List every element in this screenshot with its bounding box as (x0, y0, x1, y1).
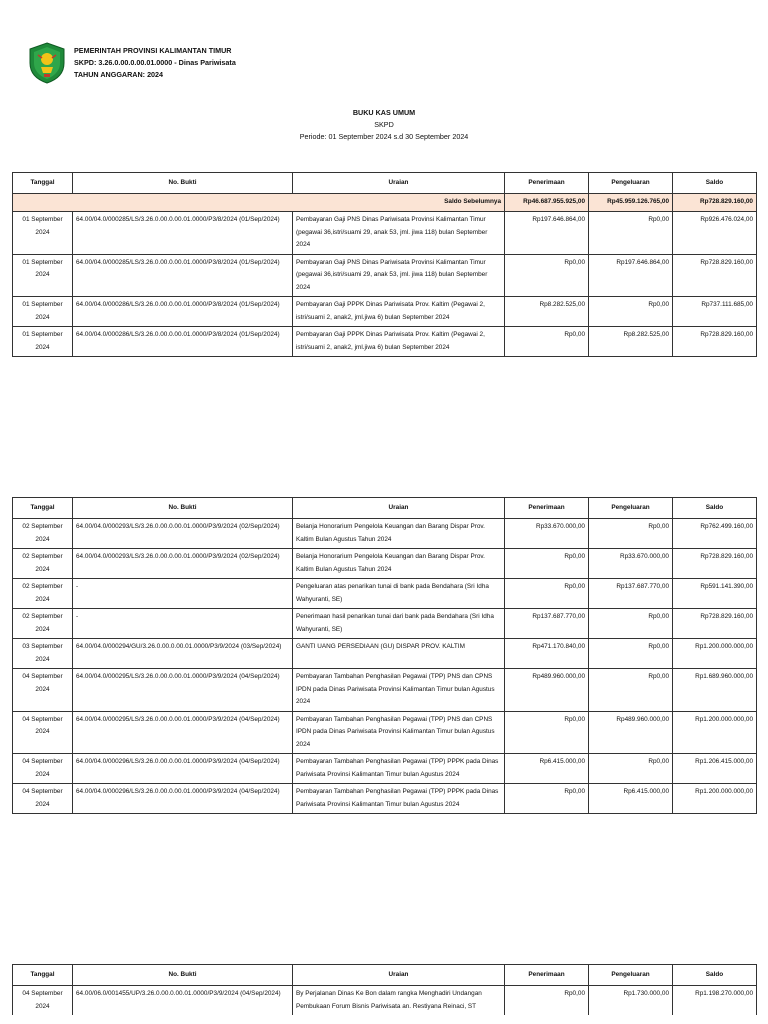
cell-penerimaan: Rp6.415.000,00 (505, 754, 589, 784)
col-uraian: Uraian (293, 498, 505, 519)
cell-no-bukti: 64.00/04.0/000286/LS/3.26.0.00.0.00.01.0000/P3/8/2024 (01/Sep/2024) (73, 297, 293, 327)
cell-tanggal: 04 September 2024 (13, 669, 73, 712)
cell-pengeluaran: Rp0,00 (589, 297, 673, 327)
table-row (13, 297, 757, 327)
col-penerimaan: Penerimaan (505, 498, 589, 519)
cell-pengeluaran: Rp33.670.000,00 (589, 549, 673, 579)
cell-saldo: Rp1.200.000.000,00 (673, 639, 757, 669)
table-row (13, 669, 757, 712)
table-row (13, 609, 757, 639)
col-pengeluaran: Pengeluaran (589, 498, 673, 519)
cell-pengeluaran: Rp8.282.525,00 (589, 327, 673, 357)
cell-tanggal: 02 September 2024 (13, 549, 73, 579)
cell-no-bukti: 64.00/04.0/000294/GU/3.26.0.00.0.00.01.0000/P3/9/2024 (03/Sep/2024) (73, 639, 293, 669)
ledger-table-3 (12, 964, 757, 1015)
report-title (0, 107, 768, 143)
saldo-sebelumnya-pengeluaran: Rp45.959.126.765,00 (589, 194, 673, 212)
cell-penerimaan: Rp0,00 (505, 327, 589, 357)
cell-pengeluaran: Rp489.960.000,00 (589, 711, 673, 754)
cell-uraian: Belanja Honorarium Pengelola Keuangan dan Barang Dispar Prov. Kaltim Bulan Agustus Tahun 2024 (293, 519, 505, 549)
cell-penerimaan: Rp471.170.840,00 (505, 639, 589, 669)
table-header-row (13, 498, 757, 519)
cell-pengeluaran: Rp1.730.000,00 (589, 986, 673, 1016)
cell-penerimaan: Rp197.646.864,00 (505, 212, 589, 255)
cell-pengeluaran: Rp137.687.770,00 (589, 579, 673, 609)
saldo-sebelumnya-saldo: Rp728.829.160,00 (673, 194, 757, 212)
ledger-table-1 (12, 172, 757, 357)
col-no-bukti: No. Bukti (73, 498, 293, 519)
cell-saldo: Rp591.141.390,00 (673, 579, 757, 609)
cell-tanggal: 01 September 2024 (13, 297, 73, 327)
cell-tanggal: 04 September 2024 (13, 986, 73, 1016)
cell-saldo: Rp728.829.160,00 (673, 254, 757, 297)
col-pengeluaran: Pengeluaran (589, 965, 673, 986)
table-row (13, 254, 757, 297)
cell-uraian: Pembayaran Gaji PPPK Dinas Pariwisata Prov. Kaltim (Pegawai 2, istri/suami 2, anak2, jml.jiwa 6) bulan September 2024 (293, 297, 505, 327)
cell-tanggal: 01 September 2024 (13, 212, 73, 255)
table-row (13, 549, 757, 579)
cell-penerimaan: Rp0,00 (505, 986, 589, 1016)
cell-tanggal: 01 September 2024 (13, 327, 73, 357)
col-penerimaan: Penerimaan (505, 173, 589, 194)
cell-saldo: Rp1.198.270.000,00 (673, 986, 757, 1016)
cell-uraian: Pembayaran Tambahan Penghasilan Pegawai (TPP) PPPK pada Dinas Pariwisata Provinsi Kalimantan Timur bulan Agustus 2024 (293, 754, 505, 784)
cell-saldo: Rp728.829.160,00 (673, 327, 757, 357)
cell-uraian: Pembayaran Gaji PPPK Dinas Pariwisata Prov. Kaltim (Pegawai 2, istri/suami 2, anak2, jml.jiwa 6) bulan September 2024 (293, 327, 505, 357)
title-sub: SKPD (374, 120, 394, 129)
cell-uraian: Belanja Honorarium Pengelola Keuangan dan Barang Dispar Prov. Kaltim Bulan Agustus Tahun 2024 (293, 549, 505, 579)
col-tanggal: Tanggal (13, 498, 73, 519)
cell-no-bukti: 64.00/04.0/000285/LS/3.26.0.00.0.00.01.0000/P3/8/2024 (01/Sep/2024) (73, 212, 293, 255)
cell-no-bukti: 64.00/04.0/000296/LS/3.26.0.00.0.00.01.0000/P3/9/2024 (04/Sep/2024) (73, 754, 293, 784)
cell-pengeluaran: Rp0,00 (589, 639, 673, 669)
cell-saldo: Rp728.829.160,00 (673, 609, 757, 639)
cell-tanggal: 02 September 2024 (13, 519, 73, 549)
table-row (13, 212, 757, 255)
col-uraian: Uraian (293, 173, 505, 194)
cell-saldo: Rp1.206.415.000,00 (673, 754, 757, 784)
table-row (13, 754, 757, 784)
col-penerimaan: Penerimaan (505, 965, 589, 986)
cell-uraian: Pembayaran Gaji PNS Dinas Pariwisata Provinsi Kalimantan Timur (pegawai 36,istri/suami 29, anak 53, jml. jiwa 118) bulan September 2024 (293, 212, 505, 255)
col-no-bukti: No. Bukti (73, 173, 293, 194)
cell-pengeluaran: Rp197.646.864,00 (589, 254, 673, 297)
saldo-sebelumnya-row (13, 194, 757, 212)
title-period: Periode: 01 September 2024 s.d 30 September 2024 (299, 132, 469, 141)
saldo-sebelumnya-penerimaan: Rp46.687.955.925,00 (505, 194, 589, 212)
header-fiscal-year: TAHUN ANGGARAN: 2024 (74, 70, 164, 79)
header-skpd: SKPD: 3.26.0.00.0.00.01.0000 - Dinas Pariwisata (74, 58, 236, 67)
col-tanggal: Tanggal (13, 173, 73, 194)
cell-no-bukti: - (73, 579, 293, 609)
cell-uraian: Pembayaran Tambahan Penghasilan Pegawai (TPP) PNS dan CPNS IPDN pada Dinas Pariwisata Provinsi Kalimantan Timur bulan Agustus 2024 (293, 711, 505, 754)
cell-penerimaan: Rp33.670.000,00 (505, 519, 589, 549)
cell-tanggal: 04 September 2024 (13, 754, 73, 784)
table-row (13, 519, 757, 549)
cell-uraian: Pengeluaran atas penarikan tunai di bank pada Bendahara (Sri Idha Wahyuranti, SE) (293, 579, 505, 609)
cell-no-bukti: 64.00/04.0/000293/LS/3.26.0.00.0.00.01.0000/P3/9/2024 (02/Sep/2024) (73, 549, 293, 579)
cell-saldo: Rp1.200.000.000,00 (673, 711, 757, 754)
cell-tanggal: 02 September 2024 (13, 579, 73, 609)
cell-uraian: Pembayaran Tambahan Penghasilan Pegawai (TPP) PPPK pada Dinas Pariwisata Provinsi Kalimantan Timur bulan Agustus 2024 (293, 784, 505, 814)
cell-no-bukti: 64.00/04.0/000295/LS/3.26.0.00.0.00.01.0000/P3/9/2024 (04/Sep/2024) (73, 669, 293, 712)
saldo-sebelumnya-label: Saldo Sebelumnya (13, 194, 505, 212)
col-saldo: Saldo (673, 498, 757, 519)
cell-saldo: Rp926.476.024,00 (673, 212, 757, 255)
cell-uraian: Pembayaran Tambahan Penghasilan Pegawai (TPP) PNS dan CPNS IPDN pada Dinas Pariwisata Provinsi Kalimantan Timur bulan Agustus 2024 (293, 669, 505, 712)
cell-penerimaan: Rp0,00 (505, 784, 589, 814)
kaltim-emblem-logo (28, 42, 66, 84)
cell-penerimaan: Rp0,00 (505, 549, 589, 579)
col-saldo: Saldo (673, 173, 757, 194)
cell-no-bukti: 64.00/04.0/000295/LS/3.26.0.00.0.00.01.0000/P3/9/2024 (04/Sep/2024) (73, 711, 293, 754)
cell-uraian: Pembayaran Gaji PNS Dinas Pariwisata Provinsi Kalimantan Timur (pegawai 36,istri/suami 29, anak 53, jml. jiwa 118) bulan September 2024 (293, 254, 505, 297)
cell-pengeluaran: Rp0,00 (589, 609, 673, 639)
cell-pengeluaran: Rp0,00 (589, 212, 673, 255)
table-row (13, 579, 757, 609)
table-row (13, 986, 757, 1016)
cell-tanggal: 03 September 2024 (13, 639, 73, 669)
cell-tanggal: 04 September 2024 (13, 784, 73, 814)
cell-uraian: By Perjalanan Dinas Ke Bon dalam rangka Menghadiri Undangan Pembukaan Forum Bisnis Pariwisata an. Restiyana Reinaci, ST (293, 986, 505, 1016)
table-header-row (13, 965, 757, 986)
cell-saldo: Rp1.200.000.000,00 (673, 784, 757, 814)
cell-penerimaan: Rp0,00 (505, 579, 589, 609)
cell-penerimaan: Rp489.960.000,00 (505, 669, 589, 712)
col-no-bukti: No. Bukti (73, 965, 293, 986)
cell-penerimaan: Rp137.687.770,00 (505, 609, 589, 639)
cell-pengeluaran: Rp0,00 (589, 754, 673, 784)
cell-no-bukti: 64.00/04.0/000296/LS/3.26.0.00.0.00.01.0000/P3/9/2024 (04/Sep/2024) (73, 784, 293, 814)
cell-uraian: Penerimaan hasil penarikan tunai dari bank pada Bendahara (Sri Idha Wahyuranti, SE) (293, 609, 505, 639)
ledger-table-2 (12, 497, 757, 814)
cell-uraian: GANTI UANG PERSEDIAAN (GU) DISPAR PROV. KALTIM (293, 639, 505, 669)
cell-penerimaan: Rp0,00 (505, 711, 589, 754)
title-main: BUKU KAS UMUM (352, 108, 416, 117)
col-saldo: Saldo (673, 965, 757, 986)
cell-pengeluaran: Rp0,00 (589, 519, 673, 549)
table-row (13, 711, 757, 754)
col-pengeluaran: Pengeluaran (589, 173, 673, 194)
cell-pengeluaran: Rp6.415.000,00 (589, 784, 673, 814)
col-uraian: Uraian (293, 965, 505, 986)
cell-no-bukti: 64.00/04.0/000286/LS/3.26.0.00.0.00.01.0000/P3/8/2024 (01/Sep/2024) (73, 327, 293, 357)
cell-saldo: Rp1.689.960.000,00 (673, 669, 757, 712)
cell-tanggal: 01 September 2024 (13, 254, 73, 297)
table-row (13, 327, 757, 357)
cell-no-bukti: 64.00/04.0/000293/LS/3.26.0.00.0.00.01.0000/P3/9/2024 (02/Sep/2024) (73, 519, 293, 549)
cell-tanggal: 02 September 2024 (13, 609, 73, 639)
cell-saldo: Rp728.829.160,00 (673, 549, 757, 579)
cell-no-bukti: 64.00/04.0/000285/LS/3.26.0.00.0.00.01.0000/P3/8/2024 (01/Sep/2024) (73, 254, 293, 297)
cell-no-bukti: 64.00/06.0/001455/UP/3.26.0.00.0.00.01.0000/P3/9/2024 (04/Sep/2024) (73, 986, 293, 1016)
cell-no-bukti: - (73, 609, 293, 639)
table-header-row (13, 173, 757, 194)
cell-saldo: Rp737.111.685,00 (673, 297, 757, 327)
table-row (13, 639, 757, 669)
cell-pengeluaran: Rp0,00 (589, 669, 673, 712)
header-government: PEMERINTAH PROVINSI KALIMANTAN TIMUR (74, 46, 232, 55)
cell-tanggal: 04 September 2024 (13, 711, 73, 754)
cell-penerimaan: Rp0,00 (505, 254, 589, 297)
table-row (13, 784, 757, 814)
document-header (74, 45, 236, 81)
cell-penerimaan: Rp8.282.525,00 (505, 297, 589, 327)
cell-saldo: Rp762.499.160,00 (673, 519, 757, 549)
col-tanggal: Tanggal (13, 965, 73, 986)
